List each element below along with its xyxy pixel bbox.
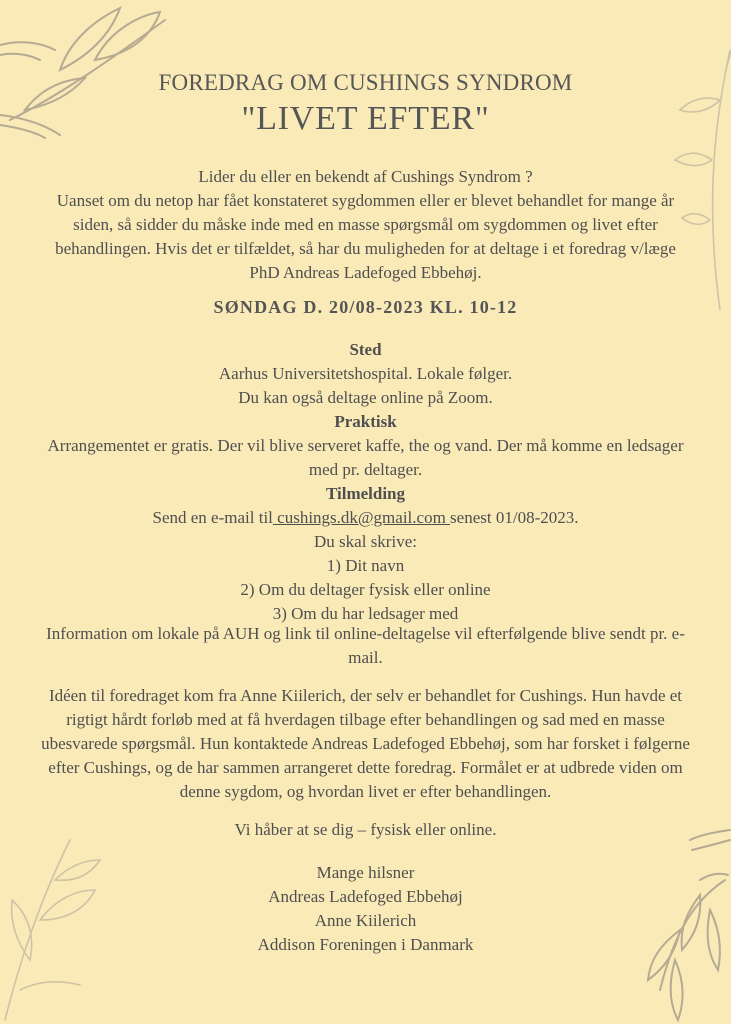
signature-name: Anne Kiilerich (314, 911, 417, 930)
sted-line-1: Aarhus Universitetshospital. Lokale følger. (218, 364, 513, 383)
info-paragraph: Information om lokale på AUH og link til online-deltagelse vil efterfølgende blive sendt pr. e-mail. (46, 624, 685, 667)
story-paragraph: Idéen til foredraget kom fra Anne Kiilerich, der selv er behandlet for Cushings. Hun havde et rigtigt hårdt forløb med at få hverdagen tilbage efter behandlingen og sad med en masse ubesvarede spørgsmål. Hun kontaktede Andreas Ladefoged Ebbehøj, som har forsket i følgerne efter Cushings, og de har sammen arrangeret dette foredrag. Formålet er at udbrede viden om denne sygdom, og hvordan livet er efter behandlingen. (41, 686, 690, 801)
sted-line-2: Du kan også deltage online på Zoom. (238, 388, 493, 407)
sted-heading: Sted (349, 340, 382, 359)
list-item: 1) Dit navn (326, 556, 405, 575)
tilmelding-prefix: Send en e-mail til (152, 508, 273, 527)
tilmelding-line (40, 506, 691, 530)
praktisk-heading: Praktisk (334, 412, 397, 431)
tilmelding-instruction: Du skal skrive: (314, 532, 417, 551)
title-line-2: "LIVET EFTER" (241, 100, 490, 137)
details-section (40, 338, 691, 626)
event-date: SØNDAG D. 20/08-2023 KL. 10-12 (213, 297, 518, 317)
title-line-1: FOREDRAG OM CUSHINGS SYNDROM (158, 70, 573, 95)
signature-greeting: Mange hilsner (316, 863, 415, 882)
intro-section (40, 165, 691, 285)
intro-question: Lider du eller en bekendt af Cushings Syndrom ? (198, 167, 533, 186)
tilmelding-heading: Tilmelding (325, 484, 406, 503)
praktisk-text: Arrangementet er gratis. Der vil blive serveret kaffe, the og vand. Der må komme en ledsager med pr. deltager. (47, 436, 684, 479)
intro-paragraph: Uanset om du netop har fået konstateret sygdommen eller er blevet behandlet for mange år siden, så sidder du måske inde med en masse spørgsmål om sygdommen og livet efter behandlingen. Hvis det er tilfældet, så har du muligheden for at deltage i et foredrag v/læge PhD Andreas Ladefoged Ebbehøj. (55, 191, 676, 282)
closing-line: Vi håber at se dig – fysisk eller online. (234, 820, 497, 839)
list-item: 3) Om du har ledsager med (272, 604, 459, 623)
signature (40, 861, 691, 957)
list-item: 2) Om du deltager fysisk eller online (240, 580, 491, 599)
signature-name: Addison Foreningen i Danmark (257, 935, 474, 954)
signature-name: Andreas Ladefoged Ebbehøj (268, 887, 463, 906)
tilmelding-suffix: senest 01/08-2023. (450, 508, 579, 527)
email-link[interactable]: cushings.dk@gmail.com (272, 508, 451, 527)
